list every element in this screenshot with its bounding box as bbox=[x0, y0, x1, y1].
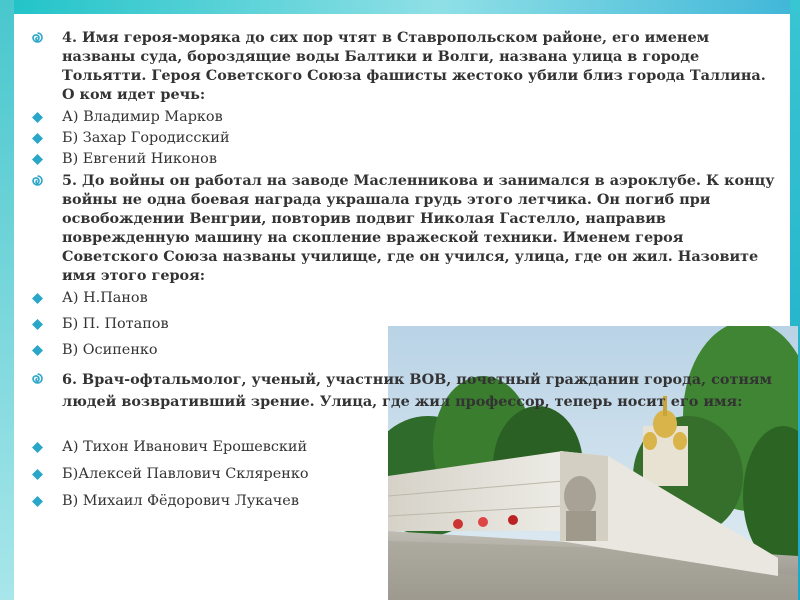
diamond-bullet-icon bbox=[32, 442, 43, 453]
swirl-bullet-icon bbox=[32, 175, 43, 186]
diamond-bullet-icon bbox=[32, 154, 43, 165]
diamond-bullet-icon bbox=[32, 293, 43, 304]
swirl-bullet-icon bbox=[32, 32, 43, 43]
option-text: Б)Алексей Павлович Скляренко bbox=[62, 466, 309, 482]
option-5c bbox=[62, 341, 782, 360]
diamond-bullet-icon bbox=[32, 345, 43, 356]
option-text: А) Владимир Марков bbox=[62, 109, 223, 125]
option-4a bbox=[62, 108, 782, 127]
memorial-photo bbox=[388, 326, 798, 600]
diamond-bullet-icon bbox=[32, 469, 43, 480]
question-text: 5. До войны он работал на заводе Масленникова и занимался в аэроклубе. К концу войны не одна боевая награда украшала грудь этого летчика. Он погиб при освобождении Венгрии, повторив подвиг Николая Гастелло, направив поврежденную машину на скопление вражеской техники. Именем героя Советского Союза названы училище, где он учился, улица, где он жил. Назовите имя этого героя: bbox=[62, 172, 775, 284]
question-4 bbox=[62, 28, 782, 104]
diamond-bullet-icon bbox=[32, 133, 43, 144]
swirl-bullet-icon bbox=[32, 373, 43, 384]
diamond-bullet-icon bbox=[32, 112, 43, 123]
option-text: В) Осипенко bbox=[62, 342, 158, 358]
option-text: А) Тихон Иванович Ерошевский bbox=[62, 439, 308, 455]
option-6a bbox=[62, 438, 782, 457]
option-4c bbox=[62, 150, 782, 169]
option-5b bbox=[62, 315, 782, 334]
option-5a bbox=[62, 289, 782, 308]
question-text: 6. Врач-офтальмолог, ученый, участник ВОВ, почетный гражданин города, сотням людей возвративший зрение. Улица, где жил профессор, теперь носит его имя: bbox=[62, 371, 773, 410]
option-4b bbox=[62, 129, 782, 148]
option-text: А) Н.Панов bbox=[62, 290, 148, 306]
left-decor-band bbox=[0, 0, 14, 600]
option-text: В) Михаил Фёдорович Лукачев bbox=[62, 493, 299, 509]
question-5 bbox=[62, 171, 782, 285]
option-text: Б) Захар Городисский bbox=[62, 130, 230, 146]
option-text: Б) П. Потапов bbox=[62, 316, 169, 332]
option-6b bbox=[62, 465, 782, 484]
diamond-bullet-icon bbox=[32, 496, 43, 507]
option-text: В) Евгений Никонов bbox=[62, 151, 217, 167]
top-decor-band bbox=[0, 0, 800, 14]
question-6 bbox=[62, 369, 782, 413]
option-6c bbox=[62, 492, 782, 511]
diamond-bullet-icon bbox=[32, 319, 43, 330]
question-text: 4. Имя героя-моряка до сих пор чтят в Ставропольском районе, его именем названы суда, бороздящие воды Балтики и Волги, названа улица в городе Тольятти. Героя Советского Союза фашисты жестоко убили близ города Таллина. О ком идет речь: bbox=[62, 29, 766, 103]
